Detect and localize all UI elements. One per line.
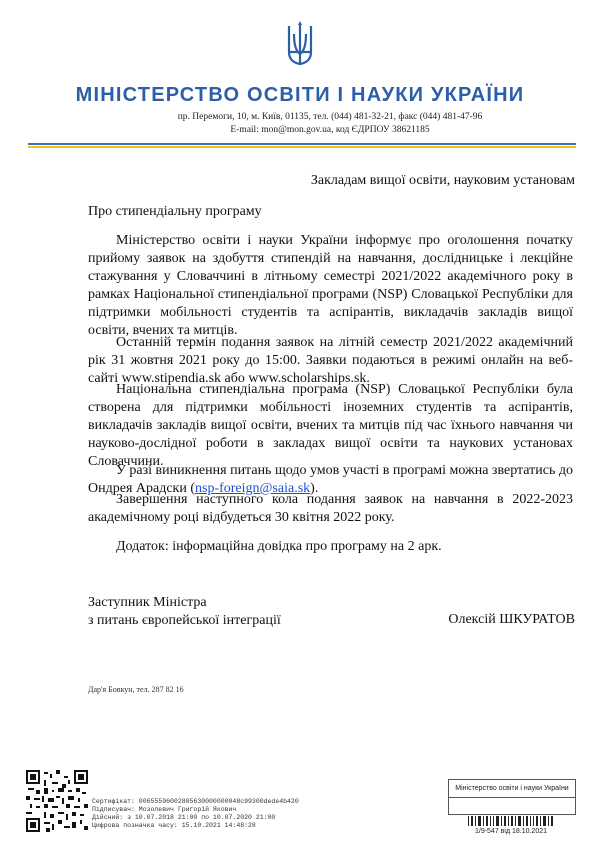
paragraph-attachment: Додаток: інформаційна довідка про програму на 2 арк. <box>116 539 442 554</box>
registration-box-empty <box>449 798 575 814</box>
header-rule-yellow <box>28 146 576 148</box>
registration-number: 1/9-547 від 18.10.2021 <box>474 828 548 835</box>
qr-code-icon <box>26 770 88 832</box>
paragraph-deadline: Останній термін подання заявок на літній семестр 2021/2022 академічний рік 31 жовтня 2021 року до 15:00. Заявки подаються в режимі онлайн на веб-сайті www.stipendia.sk або www.scholarships.sk. <box>88 335 573 386</box>
addressee: Закладам вищої освіти, науковим установам <box>310 173 575 188</box>
contact-email-link[interactable]: nsp-foreign@saia.sk <box>195 481 311 496</box>
paragraph-contact: У разі виникнення питань щодо умов участі в програмі можна звертатись до Ондрея Арадски (nsp-foreign@saia.sk). <box>88 463 573 496</box>
signatory-name: Олексій ШКУРАТОВ <box>448 612 575 627</box>
ministry-email: E-mail: mon@mon.gov.ua, код ЄДРПОУ 38621185 <box>230 125 430 135</box>
digital-signature-info: Сертифікат: 00655596002805630000000048c99300dede4b420 Підписувач: Мозолевич Григорій Якович Дійсний: з 10.07.2018 21:00 по 10.07.2020 21:00 Цифрова позначка часу: 15.10.2021 14:48:28 <box>92 798 299 829</box>
registration-box-title: Міністерство освіти і науки України <box>449 780 575 798</box>
registration-box <box>448 779 576 815</box>
header-rule-blue <box>28 143 576 145</box>
letter-subject: Про стипендіальну програму <box>88 204 262 219</box>
ministry-title: МІНІСТЕРСТВО ОСВІТИ І НАУКИ УКРАЇНИ <box>75 84 525 106</box>
ministry-address: пр. Перемоги, 10, м. Київ, 01135, тел. (044) 481-32-21, факс (044) 481-47-96 <box>177 112 483 122</box>
paragraph-announcement: Міністерство освіти і науки України інформує про оголошення початку прийому заявок на здобуття стипендій на навчання, дослідницьке і лекційне стажування у Словаччині в літньому семестрі 2021/2022 академічного року в рамках Національної стипендіальної програми (NSP) Словацької Республіки для підтримки мобільності студентів та аспірантів, викладачів закладів вищої освіти, вчених та митців. <box>88 233 573 338</box>
signatory-position: Заступник Міністра з питань європейської інтеграції <box>88 595 281 628</box>
executor-info: Дар'я Бовкун, тел. 287 82 16 <box>88 685 184 694</box>
trident-emblem-icon <box>285 20 315 70</box>
paragraph-program-info: Національна стипендіальна програма (NSP) Словацької Республіки була створена для підтримки мобільності іноземних студентів та аспірантів, викладачів закладів вищої освіти, вчених та митців під час їхнього навчання чи науково-дослідної роботи в закладах вищої освіти та наукових установах Словаччини. <box>88 382 573 469</box>
paragraph-next-round: Завершення наступного кола подання заявок на навчання в 2022-2023 академічному році відбудеться 30 квітня 2022 року. <box>88 492 573 525</box>
barcode-icon <box>448 816 574 826</box>
